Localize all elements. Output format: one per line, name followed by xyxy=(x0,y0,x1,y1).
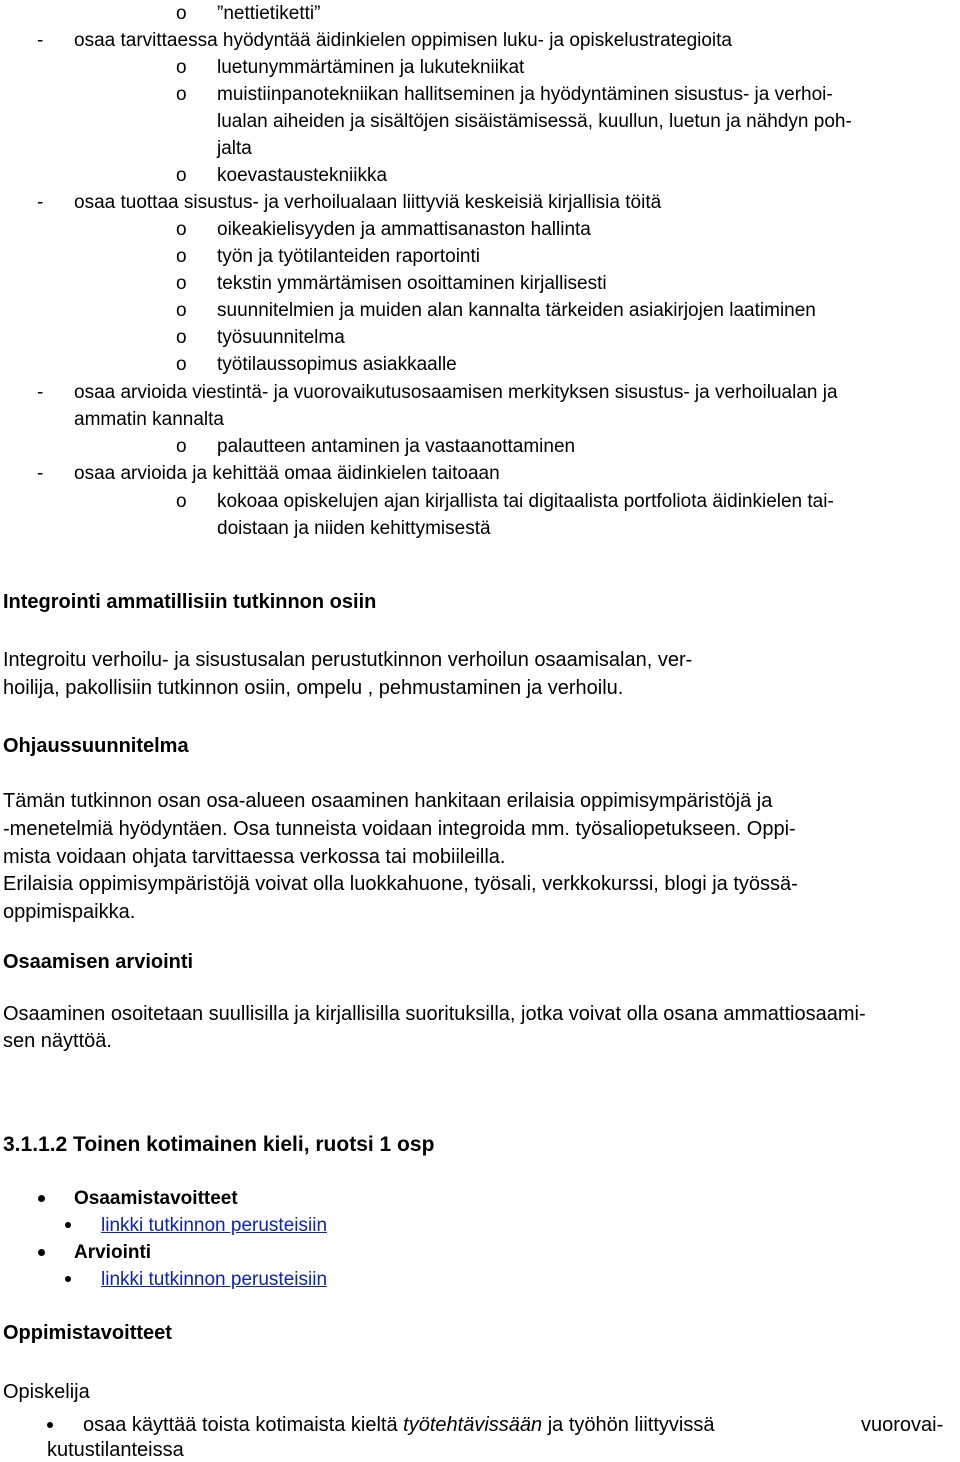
list-item: koevastaustekniikka xyxy=(217,165,388,186)
paragraph-line: Integroitu verhoilu- ja sisustusalan perustutkinnon verhoilun osaamisalan, ver- xyxy=(3,649,693,671)
list-marker: o xyxy=(176,327,187,348)
list-item: työsuunnitelma xyxy=(217,327,345,348)
list-marker: - xyxy=(37,30,44,51)
list-marker: o xyxy=(176,436,187,457)
bullet-icon xyxy=(38,1195,45,1202)
list-marker: o xyxy=(176,354,187,375)
list-marker: o xyxy=(176,84,187,105)
objective-text: ja työhön liittyvissä xyxy=(542,1414,715,1436)
list-item: tekstin ymmärtämisen osoittaminen kirjallisesti xyxy=(217,273,607,294)
paragraph-line: mista voidaan ohjata tarvittaessa verkossa tai mobiileilla. xyxy=(3,846,506,868)
curriculum-link[interactable]: linkki tutkinnon perusteisiin xyxy=(101,1269,328,1290)
list-item-line: ammatin kannalta xyxy=(74,409,224,430)
list-marker: - xyxy=(37,192,44,213)
list-marker: - xyxy=(37,382,44,403)
list-item: luetunymmärtäminen ja lukutekniikat xyxy=(217,57,525,78)
list-item: palautteen antaminen ja vastaanottaminen xyxy=(217,436,576,457)
objective-text-end: vuorovai- xyxy=(861,1414,944,1436)
list-marker: o xyxy=(176,3,187,24)
list-item: ”nettietiketti” xyxy=(217,3,321,24)
list-item: oikeakielisyyden ja ammattisanaston hallinta xyxy=(217,219,591,240)
list-marker: o xyxy=(176,165,187,186)
bullet-icon xyxy=(47,1422,53,1428)
objective-line: kutustilanteissa xyxy=(47,1439,184,1461)
curriculum-link[interactable]: linkki tutkinnon perusteisiin xyxy=(101,1215,328,1236)
list-item-line: osaa arvioida viestintä- ja vuorovaikutusosaamisen merkityksen sisustus- ja verhoilualan ja xyxy=(74,382,838,403)
list-item-line: muistiinpanotekniikan hallitseminen ja hyödyntäminen sisustus- ja verhoi- xyxy=(217,84,833,105)
list-marker: o xyxy=(176,246,187,267)
section-heading: 3.1.1.2 Toinen kotimainen kieli, ruotsi 1 osp xyxy=(3,1133,435,1156)
bullet-icon xyxy=(65,1276,71,1282)
list-item: osaa tarvittaessa hyödyntää äidinkielen oppimisen luku- ja opiskelustrategioita xyxy=(74,30,732,51)
list-marker: o xyxy=(176,57,187,78)
assessment-label: Arviointi xyxy=(74,1242,152,1263)
list-item-line: lualan aiheiden ja sisältöjen sisäistämisessä, kuullun, luetun ja nähdyn poh- xyxy=(217,111,852,132)
paragraph-line: Erilaisia oppimisympäristöjä voivat olla luokkahuone, työsali, verkkokurssi, blogi ja työssä- xyxy=(3,873,798,895)
learning-objectives-heading: Oppimistavoitteet xyxy=(3,1322,172,1344)
paragraph-line: -menetelmiä hyödyntäen. Osa tunneista voidaan integroida mm. työsaliopetukseen. Oppi- xyxy=(3,818,796,840)
list-item: työn ja työtilanteiden raportointi xyxy=(217,246,480,267)
objective-item xyxy=(83,1413,714,1437)
list-marker: o xyxy=(176,273,187,294)
list-marker: o xyxy=(176,219,187,240)
paragraph-line: hoilija, pakollisiin tutkinnon osiin, ompelu , pehmustaminen ja verhoilu. xyxy=(3,677,624,699)
list-marker: o xyxy=(176,300,187,321)
paragraph-line: oppimispaikka. xyxy=(3,901,136,923)
list-item: suunnitelmien ja muiden alan kannalta tärkeiden asiakirjojen laatiminen xyxy=(217,300,816,321)
integration-heading: Integrointi ammatillisiin tutkinnon osiin xyxy=(3,591,377,613)
objective-emphasis: työtehtävissään xyxy=(403,1414,543,1436)
paragraph-line: Osaaminen osoitetaan suullisilla ja kirjallisilla suorituksilla, jotka voivat olla osana ammattiosaami- xyxy=(3,1003,866,1025)
bullet-icon xyxy=(65,1222,71,1228)
list-item: osaa tuottaa sisustus- ja verhoilualaan liittyviä keskeisiä kirjallisia töitä xyxy=(74,192,662,213)
list-item: työtilaussopimus asiakkaalle xyxy=(217,354,457,375)
assessment-heading: Osaamisen arviointi xyxy=(3,951,194,973)
objective-text: osaa käyttää toista kotimaista kieltä xyxy=(83,1414,404,1436)
list-marker: - xyxy=(37,463,44,484)
list-item-line: jalta xyxy=(217,138,252,159)
bullet-icon xyxy=(38,1249,45,1256)
list-item-line: kokoaa opiskelujen ajan kirjallista tai digitaalista portfoliota äidinkielen tai- xyxy=(217,491,834,512)
paragraph-line: Tämän tutkinnon osan osa-alueen osaaminen hankitaan erilaisia oppimisympäristöjä ja xyxy=(3,790,773,812)
objectives-label: Osaamistavoitteet xyxy=(74,1188,238,1209)
guidance-heading: Ohjaussuunnitelma xyxy=(3,735,189,757)
student-subheading: Opiskelija xyxy=(3,1381,90,1403)
list-marker: o xyxy=(176,491,187,512)
paragraph-line: sen näyttöä. xyxy=(3,1030,112,1052)
list-item: osaa arvioida ja kehittää omaa äidinkielen taitoaan xyxy=(74,463,500,484)
list-item-line: doistaan ja niiden kehittymisestä xyxy=(217,518,491,539)
